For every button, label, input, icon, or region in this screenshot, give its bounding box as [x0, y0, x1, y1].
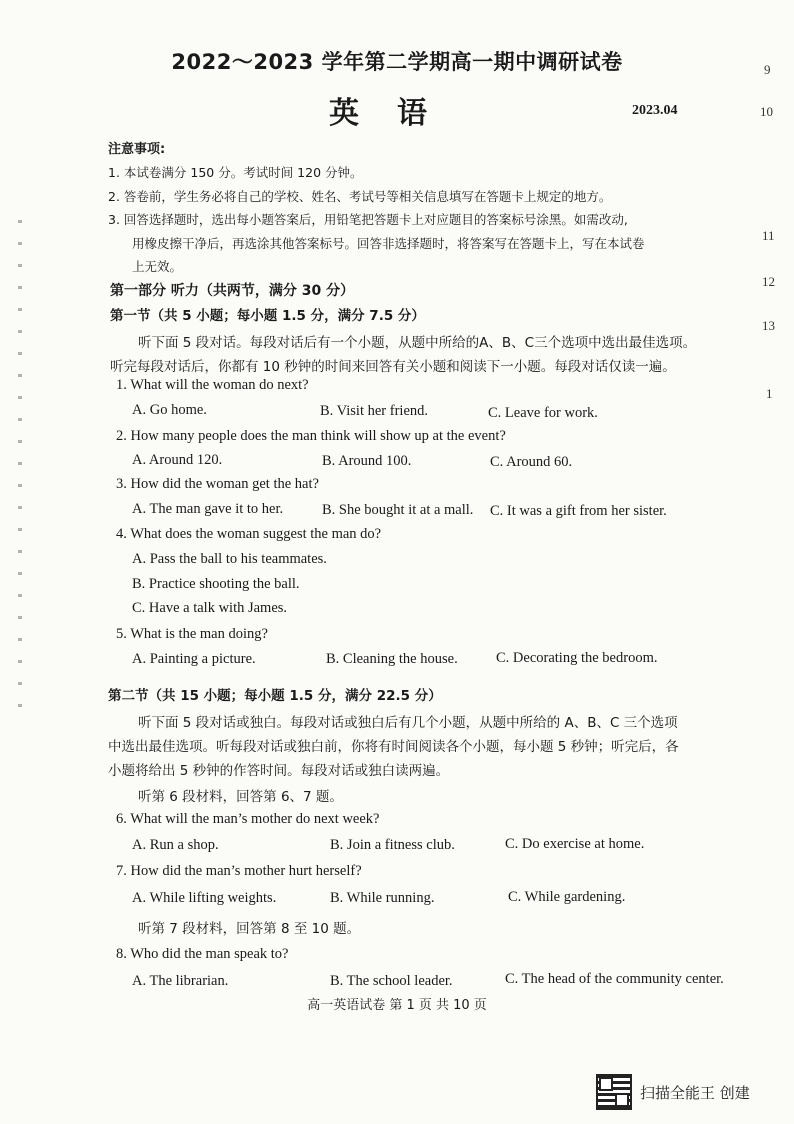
option-c: C. Do exercise at home.	[505, 836, 645, 852]
option-b: B. Join a fitness club.	[330, 837, 455, 853]
question-8: 8. Who did the man speak to?	[116, 946, 289, 962]
option-a: A. Painting a picture.	[132, 651, 256, 667]
note-item: 1. 本试卷满分 150 分。考试时间 120 分钟。	[108, 165, 363, 180]
option-a: A. Pass the ball to his teammates.	[132, 551, 327, 567]
question-1: 1. What will the woman do next?	[116, 377, 309, 393]
question-5: 5. What is the man doing?	[116, 626, 268, 642]
option-a: A. While lifting weights.	[132, 890, 277, 906]
section1-title: 第一节（共 5 小题；每小题 1.5 分，满分 7.5 分）	[110, 308, 425, 324]
scanner-watermark	[596, 1074, 750, 1110]
subject-heading: 英语	[329, 96, 465, 131]
material-6-note: 听第 6 段材料，回答第 6、7 题。	[138, 789, 343, 805]
section2-instruction: 小题将给出 5 秒钟的作答时间。每段对话或独白读两遍。	[108, 763, 450, 779]
question-7: 7. How did the man’s mother hurt herself?	[116, 863, 362, 879]
question-2: 2. How many people does the man think will show up at the event?	[116, 428, 506, 444]
option-a: A. The man gave it to her.	[132, 501, 284, 517]
material-7-note: 听第 7 段材料，回答第 8 至 10 题。	[138, 921, 361, 937]
option-b: B. Cleaning the house.	[326, 651, 458, 667]
option-b: B. The school leader.	[330, 973, 453, 989]
option-b: B. Around 100.	[322, 453, 412, 469]
section2-instruction: 听下面 5 段对话或独白。每段对话或独白后有几个小题，从题中所给的 A、B、C 三个选项	[138, 715, 678, 731]
option-b: B. Practice shooting the ball.	[132, 576, 300, 592]
question-4: 4. What does the woman suggest the man do?	[116, 526, 382, 542]
section2-instruction: 中选出最佳选项。听每段对话或独白前，你将有时间阅读各个小题，每小题 5 秒钟；听完后，各	[108, 739, 679, 755]
note-item: 3. 回答选择题时，选出每小题答案后，用铅笔把答题卡上对应题目的答案标号涂黑。如需改动,	[108, 212, 628, 227]
note-item: 用橡皮擦干净后，再选涂其他答案标号。回答非选择题时，将答案写在答题卡上，写在本试卷	[132, 236, 645, 251]
exam-date: 2023.04	[632, 103, 678, 118]
note-item: 上无效。	[132, 259, 183, 274]
margin-number: 10	[760, 104, 773, 119]
option-c: C. Around 60.	[490, 454, 573, 470]
option-b: B. Visit her friend.	[320, 403, 428, 419]
option-c: C. It was a gift from her sister.	[490, 503, 667, 519]
section1-instruction: 听完每段对话后，你都有 10 秒钟的时间来回答有关小题和阅读下一小题。每段对话仅读一遍。	[110, 359, 676, 375]
exam-title: 2022～2023 学年第二学期高一期中调研试卷	[171, 50, 623, 74]
margin-number: 1	[766, 386, 773, 401]
option-a: A. Around 120.	[132, 452, 223, 468]
section1-instruction: 听下面 5 段对话。每段对话后有一个小题，从题中所给的A、B、C三个选项中选出最佳选项。	[138, 335, 697, 351]
question-6: 6. What will the man’s mother do next week?	[116, 811, 380, 827]
margin-number: 11	[762, 228, 775, 243]
option-c: C. While gardening.	[508, 889, 626, 905]
margin-number: 12	[762, 274, 775, 289]
option-a: A. The librarian.	[132, 973, 229, 989]
margin-number: 9	[764, 62, 771, 77]
option-a: A. Run a shop.	[132, 837, 219, 853]
option-c: C. The head of the community center.	[505, 971, 724, 987]
option-c: C. Have a talk with James.	[132, 600, 288, 616]
notes-title: 注意事项:	[108, 142, 166, 157]
section2-title: 第二节（共 15 小题；每小题 1.5 分，满分 22.5 分）	[108, 688, 442, 704]
page-footer: 高一英语试卷 第 1 页 共 10 页	[307, 998, 487, 1013]
part1-title: 第一部分 听力（共两节，满分 30 分）	[110, 283, 355, 299]
margin-number: 13	[762, 318, 775, 333]
question-3: 3. How did the woman get the hat?	[116, 476, 319, 492]
option-a: A. Go home.	[132, 402, 207, 418]
option-c: C. Decorating the bedroom.	[496, 650, 658, 666]
watermark-text: 扫描全能王 创建	[640, 1083, 750, 1102]
binding-edge-marks	[18, 220, 22, 720]
option-b: B. She bought it at a mall.	[322, 502, 474, 518]
option-c: C. Leave for work.	[488, 405, 598, 421]
option-b: B. While running.	[330, 890, 435, 906]
qr-code-icon	[596, 1074, 632, 1110]
note-item: 2. 答卷前，学生务必将自己的学校、姓名、考试号等相关信息填写在答题卡上规定的地方。	[108, 189, 612, 204]
